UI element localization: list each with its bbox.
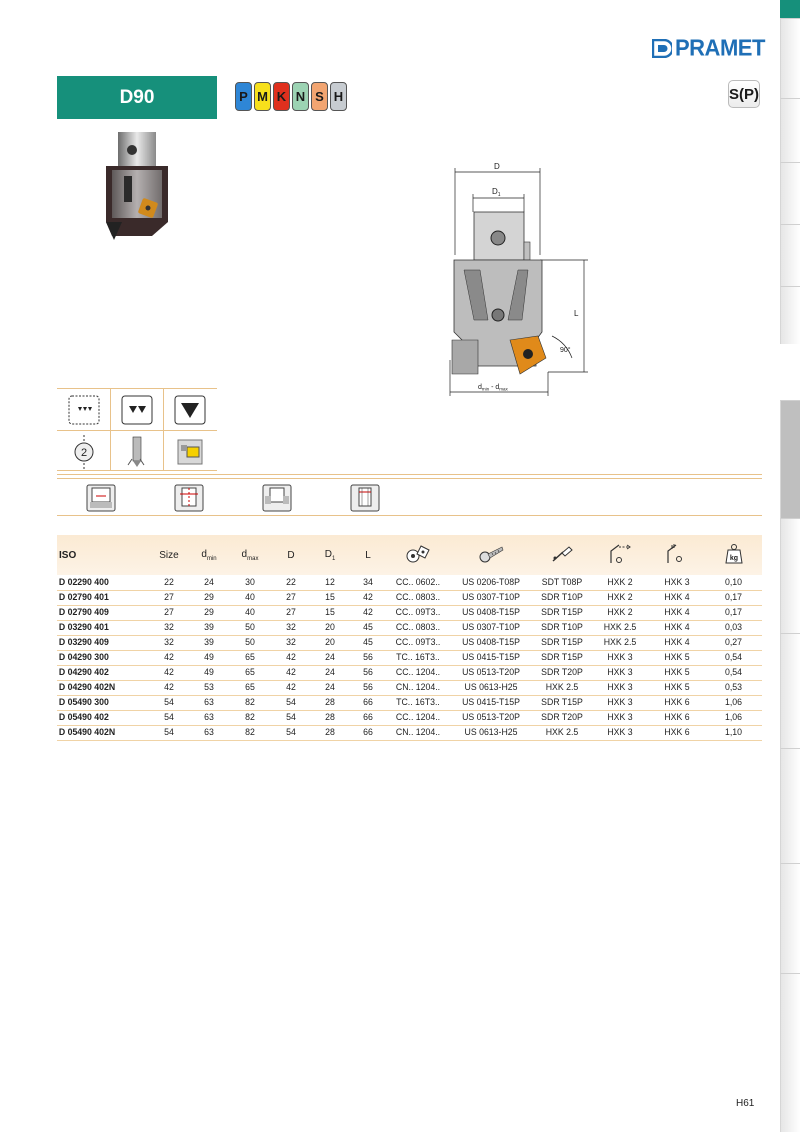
technical-drawing [440,160,610,400]
table-cell: US 0513-T20P [452,710,529,725]
table-cell: US 0513-T20P [452,665,529,680]
table-cell: SDR T10P [535,620,588,635]
table-cell: HXK 3 [593,665,646,680]
table-cell: 65 [231,680,270,695]
table-row [57,665,762,680]
material-s: S [311,82,328,111]
table-cell: US 0408-T15P [452,635,529,650]
table-cell: 1,06 [707,695,759,710]
table-cell: HXK 6 [651,695,703,710]
table-cell: CC.. 0803.. [389,590,446,605]
table-cell: 42 [351,590,386,605]
table-cell: D 03290 401 [57,620,142,635]
section-tab[interactable] [780,98,800,162]
table-cell: D 05490 402 [57,710,142,725]
col-dmin: $d_{min}$ [201,548,217,562]
table-cell: CC.. 0602.. [389,575,446,590]
key-icon [664,543,690,565]
table-cell: 49 [191,665,228,680]
table-cell: 63 [191,695,228,710]
table-cell: CC.. 1204.. [389,665,446,680]
table-cell: 27 [273,605,310,620]
table-cell: 49 [191,650,228,665]
dim-label-dmin-dmax: $d_{min} - d_{max}$ [478,384,508,392]
table-cell: 0,17 [707,590,759,605]
table-row [57,650,762,665]
table-cell: D 04290 402 [57,665,142,680]
table-cell: 54 [151,695,188,710]
table-cell: US 0613-H25 [452,725,529,740]
table-cell: 66 [351,710,386,725]
table-cell: TC.. 16T3.. [389,695,446,710]
table-cell: 42 [151,650,188,665]
cut-depth-large-icon [163,389,216,431]
table-cell: TC.. 16T3.. [389,650,446,665]
table-row [57,605,762,620]
table-cell: 20 [313,620,348,635]
table-cell: D 02790 409 [57,605,142,620]
table-cell: 0,54 [707,650,759,665]
col-insert [387,535,449,575]
product-title [57,76,217,119]
table-cell: CN.. 1204.. [389,725,446,740]
table-cell: CN.. 1204.. [389,680,446,695]
shoulder-milling-icon [86,484,116,512]
table-cell: 30 [231,575,270,590]
table-cell: HXK 6 [651,710,703,725]
table-cell: US 0613-H25 [452,680,529,695]
table-cell: 65 [231,650,270,665]
table-cell: 42 [351,605,386,620]
section-tab[interactable] [780,18,800,98]
pocket-milling-icon [163,431,216,473]
table-cell: 0,17 [707,605,759,620]
table-cell: 29 [191,590,228,605]
table-cell: 66 [351,725,386,740]
table-cell: 0,54 [707,665,759,680]
col-dmax: $d_{max}$ [241,548,259,562]
table-cell: 15 [313,605,348,620]
table-cell: 42 [151,680,188,695]
brand-name: PRAMET [675,34,765,61]
table-cell: 27 [151,605,188,620]
table-cell: 24 [191,575,228,590]
table-cell: 54 [273,725,310,740]
table-cell: US 0307-T10P [452,620,529,635]
table-cell: 15 [313,590,348,605]
col-d: D [287,549,295,561]
section-tabs [780,0,800,1132]
table-cell: 0,53 [707,680,759,695]
table-cell: US 0415-T15P [452,695,529,710]
table-cell: 50 [231,635,270,650]
dim-label-d: D [494,162,500,171]
table-cell: 65 [231,665,270,680]
table-cell: 28 [313,695,348,710]
section-tab[interactable] [780,224,800,286]
table-cell: HXK 3 [593,650,646,665]
table-cell: HXK 5 [651,650,703,665]
table-cell: HXK 4 [651,605,703,620]
section-tab-active[interactable] [780,0,800,18]
table-cell: 32 [151,635,188,650]
table-cell: HXK 3 [651,575,703,590]
table-cell: SDR T15P [535,650,588,665]
material-p: P [235,82,252,111]
table-cell: HXK 3 [593,725,646,740]
table-cell: 20 [313,635,348,650]
table-cell: 42 [273,665,310,680]
table-cell: 63 [191,725,228,740]
table-cell: HXK 2.5 [535,680,588,695]
table-cell: US 0307-T10P [452,590,529,605]
table-cell: SDR T10P [535,590,588,605]
table-cell: 40 [231,590,270,605]
table-cell: 27 [151,590,188,605]
table-cell: 24 [313,665,348,680]
table-cell: SDR T20P [535,665,588,680]
table-row [57,620,762,635]
table-row [57,680,762,695]
table-cell: HXK 2 [593,590,646,605]
table-cell: D 05490 300 [57,695,142,710]
table-cell: 22 [273,575,310,590]
table-cell: 82 [231,710,270,725]
product-table [57,535,762,741]
table-cell: 82 [231,695,270,710]
material-groups [235,82,347,111]
section-tab[interactable] [780,633,800,748]
table-cell: US 0415-T15P [452,650,529,665]
table-cell: 82 [231,725,270,740]
col-l: L [365,549,371,561]
table-cell: 24 [313,650,348,665]
table-cell: HXK 5 [651,665,703,680]
table-row [57,725,762,740]
plunging-icon [350,484,380,512]
table-cell: 42 [273,680,310,695]
plunge-drill-icon [110,431,163,473]
table-cell: HXK 2.5 [593,635,646,650]
insert-icon [405,544,431,564]
table-cell: HXK 4 [651,620,703,635]
dim-label-angle: 90° [560,347,571,354]
band-bottom-line [57,515,762,516]
table-cell: 54 [273,695,310,710]
table-cell: SDR T15P [535,695,588,710]
table-cell: 28 [313,710,348,725]
table-cell: HXK 2.5 [593,620,646,635]
table-cell: 0,27 [707,635,759,650]
svg-text:kg: kg [729,554,738,562]
dim-label-l: L [574,309,579,318]
page-number: H61 [736,1098,755,1109]
screwdriver-icon [549,544,575,564]
table-cell: 1,10 [707,725,759,740]
col-screwdriver [533,535,591,575]
table-cell: D 03290 409 [57,635,142,650]
table-cell: 29 [191,605,228,620]
col-size: Size [159,549,179,561]
table-cell: 66 [351,695,386,710]
table-row [57,635,762,650]
table-cell: 39 [191,635,228,650]
table-cell: SDR T20P [535,710,588,725]
table-cell: 22 [151,575,188,590]
table-body [57,575,762,740]
col-screw [449,535,533,575]
two-flute-icon [57,431,110,473]
table-cell: 0,03 [707,620,759,635]
table-cell: 1,06 [707,710,759,725]
band-top-line [57,474,762,475]
table-cell: 56 [351,680,386,695]
table-cell: 12 [313,575,348,590]
section-tab[interactable] [780,863,800,973]
table-cell: 54 [273,710,310,725]
table-cell: 34 [351,575,386,590]
table-cell: 42 [151,665,188,680]
table-cell: HXK 3 [593,710,646,725]
table-cell: US 0206-T08P [452,575,529,590]
table-cell: 27 [273,590,310,605]
table-cell: 24 [313,680,348,695]
material-n: N [292,82,309,111]
table-cell: HXK 3 [593,695,646,710]
svg-text:2: 2 [80,447,87,459]
table-row [57,590,762,605]
shank-type-badge: S(P) [728,80,760,108]
table-header-row [57,535,762,575]
table-cell: 53 [191,680,228,695]
table-cell: 56 [351,665,386,680]
section-tab[interactable] [780,748,800,863]
table-cell: HXK 4 [651,635,703,650]
table-cell: 39 [191,620,228,635]
table-cell: HXK 5 [651,680,703,695]
table-cell: 45 [351,620,386,635]
material-h: H [330,82,347,111]
table-cell: 32 [151,620,188,635]
col-wrench [591,535,649,575]
table-cell: D 02790 401 [57,590,142,605]
table-cell: CC.. 0803.. [389,620,446,635]
cut-depth-small-icon [57,389,110,431]
table-cell: 54 [151,710,188,725]
table-cell: HXK 3 [593,680,646,695]
table-cell: 28 [313,725,348,740]
ramping-icon [262,484,292,512]
material-k: K [273,82,290,111]
col-weight [705,535,762,575]
col-key [649,535,705,575]
wrench-icon [607,543,633,565]
cut-depth-medium-icon [110,389,163,431]
product-photo [102,130,172,242]
table-row [57,695,762,710]
table-cell: HXK 2 [593,605,646,620]
table-cell: CC.. 1204.. [389,710,446,725]
table-cell: D 05490 402N [57,725,142,740]
section-tab[interactable] [780,286,800,344]
table-cell: 32 [273,635,310,650]
table-cell: SDT T08P [535,575,588,590]
dim-label-d1: $D_1$ [492,187,501,198]
section-tab[interactable] [780,518,800,633]
pramet-logo-icon [652,39,672,58]
table-cell: D 02290 400 [57,575,142,590]
table-cell: HXK 6 [651,725,703,740]
table-cell: 42 [273,650,310,665]
table-cell: US 0408-T15P [452,605,529,620]
table-cell: HXK 2 [593,575,646,590]
table-cell: 40 [231,605,270,620]
col-d1: $D_1$ [324,548,336,562]
col-iso: ISO [59,549,77,561]
table-cell: 63 [191,710,228,725]
table-cell: SDR T15P [535,605,588,620]
weight-icon [724,543,744,565]
slot-milling-icon [174,484,204,512]
table-row [57,575,762,590]
table-cell: HXK 4 [651,590,703,605]
section-tab[interactable] [780,162,800,224]
table-row [57,710,762,725]
table-cell: 45 [351,635,386,650]
section-tab[interactable] [780,973,800,1132]
table-cell: 50 [231,620,270,635]
table-cell: SDR T15P [535,635,588,650]
table-cell: 32 [273,620,310,635]
table-cell: D 04290 300 [57,650,142,665]
screw-icon [478,544,504,564]
table-cell: 54 [151,725,188,740]
section-tab-current[interactable] [780,400,800,518]
band-top-line [57,478,762,479]
table-cell: HXK 2.5 [535,725,588,740]
table-cell: 0,10 [707,575,759,590]
table-cell: D 04290 402N [57,680,142,695]
table-cell: 56 [351,650,386,665]
table-cell: CC.. 09T3.. [389,635,446,650]
table-cell: CC.. 09T3.. [389,605,446,620]
material-m: M [254,82,271,111]
brand-logo [652,34,765,61]
product-title-text: D90 [119,86,155,108]
